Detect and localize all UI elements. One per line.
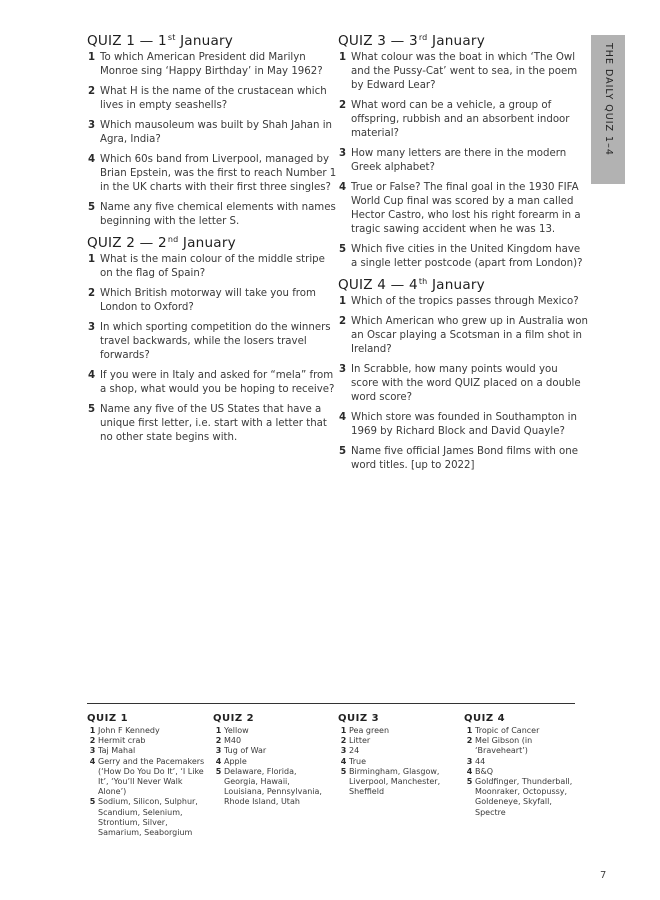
quiz-title	[338, 33, 588, 49]
answer	[464, 726, 582, 736]
answer-number: 5	[215, 766, 222, 776]
answer-text: Gerry and the Pacemakers (‘How Do You Do It’, ‘I Like It’, ‘You’ll Never Walk Alone’)	[98, 756, 205, 797]
question-number: 4	[339, 182, 347, 193]
answer-number: 4	[215, 756, 222, 766]
answer-number: 2	[215, 736, 222, 746]
answer-number: 5	[466, 777, 473, 787]
question	[87, 51, 337, 79]
question-text: Which five cities in the United Kingdom have a single letter postcode (apart from London)?	[351, 244, 583, 269]
question	[87, 153, 337, 195]
left-column	[87, 33, 337, 451]
answer-number: 2	[466, 736, 473, 746]
question-text: True or False? The final goal in the 1930 FIFA World Cup final was scored by a man called Hector Castro, who lost his right forearm in a tragic sawing accident when he was 13.	[351, 182, 581, 235]
question	[338, 411, 588, 439]
question	[87, 369, 337, 397]
quiz-title-month: January	[180, 33, 234, 49]
question-number: 2	[88, 288, 96, 299]
question	[338, 147, 588, 175]
answer	[464, 757, 582, 767]
question-text: Name any five of the US States that have a unique first letter, i.e. start with a letter that no other state begins with.	[100, 404, 327, 443]
question-number: 3	[339, 148, 347, 159]
question	[87, 85, 337, 113]
question	[87, 253, 337, 281]
question	[338, 295, 588, 309]
question-number: 3	[88, 322, 96, 333]
right-column	[338, 33, 588, 479]
answer-text: Taj Mahal	[98, 746, 136, 756]
question-text: Name five official James Bond films with one word titles. [up to 2022]	[351, 446, 578, 471]
answer-number: 5	[89, 797, 96, 807]
answer-text: Litter	[349, 736, 371, 746]
question-number: 1	[339, 52, 347, 63]
answer-number: 2	[89, 736, 96, 746]
answers-quiz-2	[213, 713, 331, 808]
quiz-title-prefix: QUIZ 4 — 4	[338, 277, 418, 293]
question-text: Name any five chemical elements with names beginning with the letter S.	[100, 202, 336, 227]
answer	[338, 726, 456, 736]
answer-text: Tug of War	[224, 746, 267, 756]
question-text: Which of the tropics passes through Mexico?	[351, 296, 579, 307]
answers-quiz-4	[464, 713, 582, 818]
question-number: 1	[88, 254, 96, 265]
answer-text: Apple	[224, 756, 247, 766]
answer	[87, 797, 205, 838]
quiz-4	[338, 277, 588, 473]
side-tab	[591, 35, 625, 184]
question	[338, 445, 588, 473]
question-text: Which store was founded in Southampton in 1969 by Richard Block and David Quayle?	[351, 412, 577, 437]
question-text: Which British motorway will take you from London to Oxford?	[100, 288, 316, 313]
answer-text: Pea green	[349, 726, 390, 735]
answers-title: QUIZ 2	[213, 713, 255, 724]
answer-text: Hermit crab	[98, 736, 146, 746]
answer	[338, 767, 456, 798]
answer	[464, 767, 582, 777]
question-text: Which American who grew up in Australia won an Oscar playing a Scotsman in a film shot in Ireland?	[351, 316, 588, 355]
answer-number: 1	[215, 726, 222, 735]
question-number: 4	[339, 412, 347, 423]
quiz-3	[338, 33, 588, 271]
question-number: 2	[339, 316, 347, 327]
question-text: How many letters are there in the modern Greek alphabet?	[351, 148, 567, 173]
answers-title: QUIZ 4	[464, 713, 506, 724]
question-number: 5	[339, 446, 347, 457]
quiz-title-ordinal: th	[418, 277, 428, 286]
question-text: What is the main colour of the middle stripe on the flag of Spain?	[100, 254, 325, 279]
question	[87, 287, 337, 315]
answers-quiz-3	[338, 713, 456, 797]
question	[87, 321, 337, 363]
question	[338, 315, 588, 357]
question-number: 5	[88, 404, 96, 415]
quiz-title-month: January	[431, 277, 485, 293]
quiz-2	[87, 235, 337, 445]
question-text: In Scrabble, how many points would you score with the word QUIZ placed on a double word score?	[351, 364, 581, 403]
quiz-title	[338, 277, 588, 293]
quiz-title-ordinal: nd	[167, 235, 179, 244]
answer-text: Mel Gibson (in ‘Braveheart’)	[475, 736, 533, 756]
answer	[213, 767, 331, 808]
question-number: 4	[88, 370, 96, 381]
answers-divider	[87, 703, 575, 704]
quiz-title-ordinal: st	[167, 33, 176, 42]
question	[87, 403, 337, 445]
question-text: What colour was the boat in which ‘The Owl and the Pussy-Cat’ went to sea, in the poem by Edward Lear?	[351, 52, 578, 91]
answer-text: M40	[224, 736, 242, 746]
answer	[213, 726, 331, 736]
answer	[87, 736, 205, 746]
question	[338, 99, 588, 141]
question-number: 1	[339, 296, 347, 307]
answer-text: 44	[475, 756, 486, 766]
answers-quiz-1	[87, 713, 205, 838]
quiz-title	[87, 235, 337, 251]
answer-text: Birmingham, Glasgow, Liverpool, Manchester, Sheffield	[349, 766, 441, 797]
page-number: 7	[600, 870, 607, 881]
answer-number: 3	[340, 746, 347, 756]
answer	[338, 757, 456, 767]
answer-text: 24	[349, 746, 360, 756]
answer-number: 2	[340, 736, 347, 746]
answer	[213, 746, 331, 756]
answer-number: 3	[215, 746, 222, 756]
answer-number: 4	[340, 756, 347, 766]
answer-number: 4	[89, 756, 96, 766]
answer-number: 4	[466, 766, 473, 776]
answer-number: 1	[340, 726, 347, 735]
question-number: 2	[88, 86, 96, 97]
question-text: To which American President did Marilyn Monroe sing ‘Happy Birthday’ in May 1962?	[100, 52, 323, 77]
quiz-title-prefix: QUIZ 3 — 3	[338, 33, 418, 49]
question-text: Which mausoleum was built by Shah Jahan in Agra, India?	[100, 120, 332, 145]
answers-title: QUIZ 1	[87, 713, 129, 724]
question-text: Which 60s band from Liverpool, managed by Brian Epstein, was the first to reach Number 1 in the UK charts with their first three singles?	[100, 154, 337, 193]
answer	[87, 757, 205, 798]
answer-number: 3	[89, 746, 96, 756]
answer-text: Goldfinger, Thunderball, Moonraker, Octopussy, Goldeneye, Skyfall, Spectre	[475, 777, 573, 817]
question	[87, 119, 337, 147]
answer-number: 1	[89, 726, 96, 735]
answer-number: 5	[340, 766, 347, 776]
answer-number: 1	[466, 726, 473, 735]
question	[338, 363, 588, 405]
quiz-title-prefix: QUIZ 1 — 1	[87, 33, 167, 49]
answer	[338, 746, 456, 756]
answer-text: Delaware, Florida, Georgia, Hawaii, Louisiana, Pennsylvania, Rhode Island, Utah	[224, 766, 322, 807]
answer-text: True	[349, 756, 366, 766]
question-text: What H is the name of the crustacean which lives in empty seashells?	[100, 86, 327, 111]
quiz-title-month: January	[182, 235, 236, 251]
question	[338, 181, 588, 237]
answer	[87, 746, 205, 756]
question-text: In which sporting competition do the winners travel backwards, while the losers travel forwards?	[100, 322, 331, 361]
question	[338, 243, 588, 271]
question-number: 4	[88, 154, 96, 165]
side-tab-label: THE DAILY QUIZ 1–4	[603, 43, 614, 156]
answer-text: Sodium, Silicon, Sulphur, Scandium, Selenium, Strontium, Silver, Samarium, Seaborgium	[98, 797, 198, 838]
answer	[338, 736, 456, 746]
quiz-title-month: January	[432, 33, 485, 49]
answer-number: 3	[466, 756, 473, 766]
quiz-title-prefix: QUIZ 2 — 2	[87, 235, 167, 251]
question-number: 5	[339, 244, 347, 255]
question-number: 3	[88, 120, 96, 131]
question-text: If you were in Italy and asked for “mela” from a shop, what would you be hoping to receive?	[100, 370, 335, 395]
answer-text: Tropic of Cancer	[475, 726, 540, 735]
question-number: 3	[339, 364, 347, 375]
quiz-title	[87, 33, 337, 49]
answer-text: Yellow	[224, 726, 249, 735]
answers-title: QUIZ 3	[338, 713, 380, 724]
question-text: What word can be a vehicle, a group of offspring, rubbish and an absorbent indoor material?	[351, 100, 570, 139]
question-number: 2	[339, 100, 347, 111]
answer	[87, 726, 205, 736]
question	[338, 51, 588, 93]
answer	[213, 736, 331, 746]
quiz-title-ordinal: rd	[418, 33, 428, 42]
answer-text: B&Q	[475, 766, 494, 776]
answer-text: John F Kennedy	[98, 726, 160, 735]
quiz-1	[87, 33, 337, 229]
question-number: 1	[88, 52, 96, 63]
answer	[464, 736, 582, 756]
answer	[464, 777, 582, 818]
answer	[213, 757, 331, 767]
question-number: 5	[88, 202, 96, 213]
question	[87, 201, 337, 229]
